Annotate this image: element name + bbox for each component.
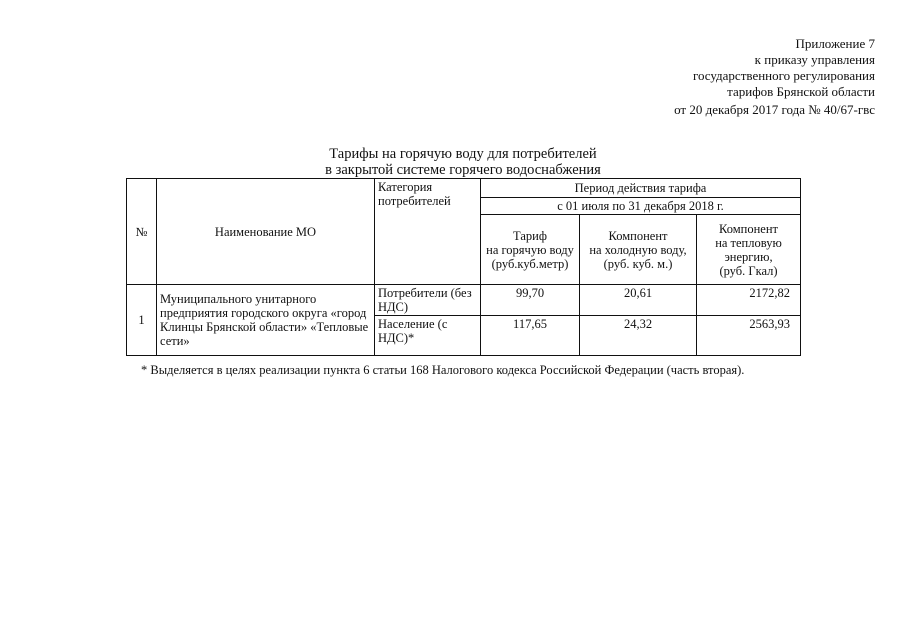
title-line-1: Тарифы на горячую воду для потребителей (329, 146, 597, 162)
header-heat-line-3: энергию, (724, 249, 773, 264)
row-heat-value: 2563,93 (697, 316, 801, 356)
row-cold-value: 20,61 (580, 285, 697, 316)
footnote: * Выделяется в целях реализации пункта 6 статьи 168 Налогового кодекса Российской Федерации (часть вторая). (141, 363, 745, 377)
appendix-authority: государственного регулирования (692, 68, 875, 83)
row-cold-value: 24,32 (580, 316, 697, 356)
document-title (126, 146, 800, 178)
row-mo-name: Муниципального унитарного предприятия городского округа «город Клинцы Брянской области» «Тепловые сети» (157, 285, 375, 356)
row-number: 1 (127, 285, 157, 356)
table-row (127, 285, 801, 316)
header-period: Период действия тарифа (481, 179, 801, 198)
header-number: № (127, 179, 157, 285)
header-category: Категория потребителей (375, 179, 481, 285)
row-category: Население (с НДС)* (375, 316, 481, 356)
row-category: Потребители (без НДС) (375, 285, 481, 316)
appendix-header (674, 36, 875, 118)
appendix-order-ref: к приказу управления (754, 52, 875, 67)
appendix-order-date: от 20 декабря 2017 года № 40/67-гвс (674, 102, 875, 117)
row-heat-value: 2172,82 (697, 285, 801, 316)
header-heat-line-1: Компонент (719, 221, 778, 236)
header-tariff-hot-water (481, 215, 580, 285)
header-cold-water-component (580, 215, 697, 285)
header-cold-line-2: на холодную воду, (589, 242, 687, 257)
row-tariff-value: 99,70 (481, 285, 580, 316)
tariff-table (126, 178, 801, 356)
header-heat-energy-component (697, 215, 801, 285)
title-line-2: в закрытой системе горячего водоснабжения (325, 162, 601, 178)
header-tariff-line-3: (руб.куб.метр) (491, 256, 569, 271)
header-heat-line-2: на тепловую (715, 235, 782, 250)
header-tariff-line-2: на горячую воду (486, 242, 574, 257)
header-tariff-line-1: Тариф (513, 228, 547, 243)
header-heat-line-4: (руб. Гкал) (719, 263, 778, 278)
header-period-dates: с 01 июля по 31 декабря 2018 г. (481, 198, 801, 215)
header-mo-name: Наименование МО (157, 179, 375, 285)
appendix-authority-region: тарифов Брянской области (727, 84, 875, 99)
row-tariff-value: 117,65 (481, 316, 580, 356)
header-cold-line-3: (руб. куб. м.) (603, 256, 673, 271)
header-cold-line-1: Компонент (608, 228, 668, 243)
appendix-number: Приложение 7 (795, 36, 875, 51)
